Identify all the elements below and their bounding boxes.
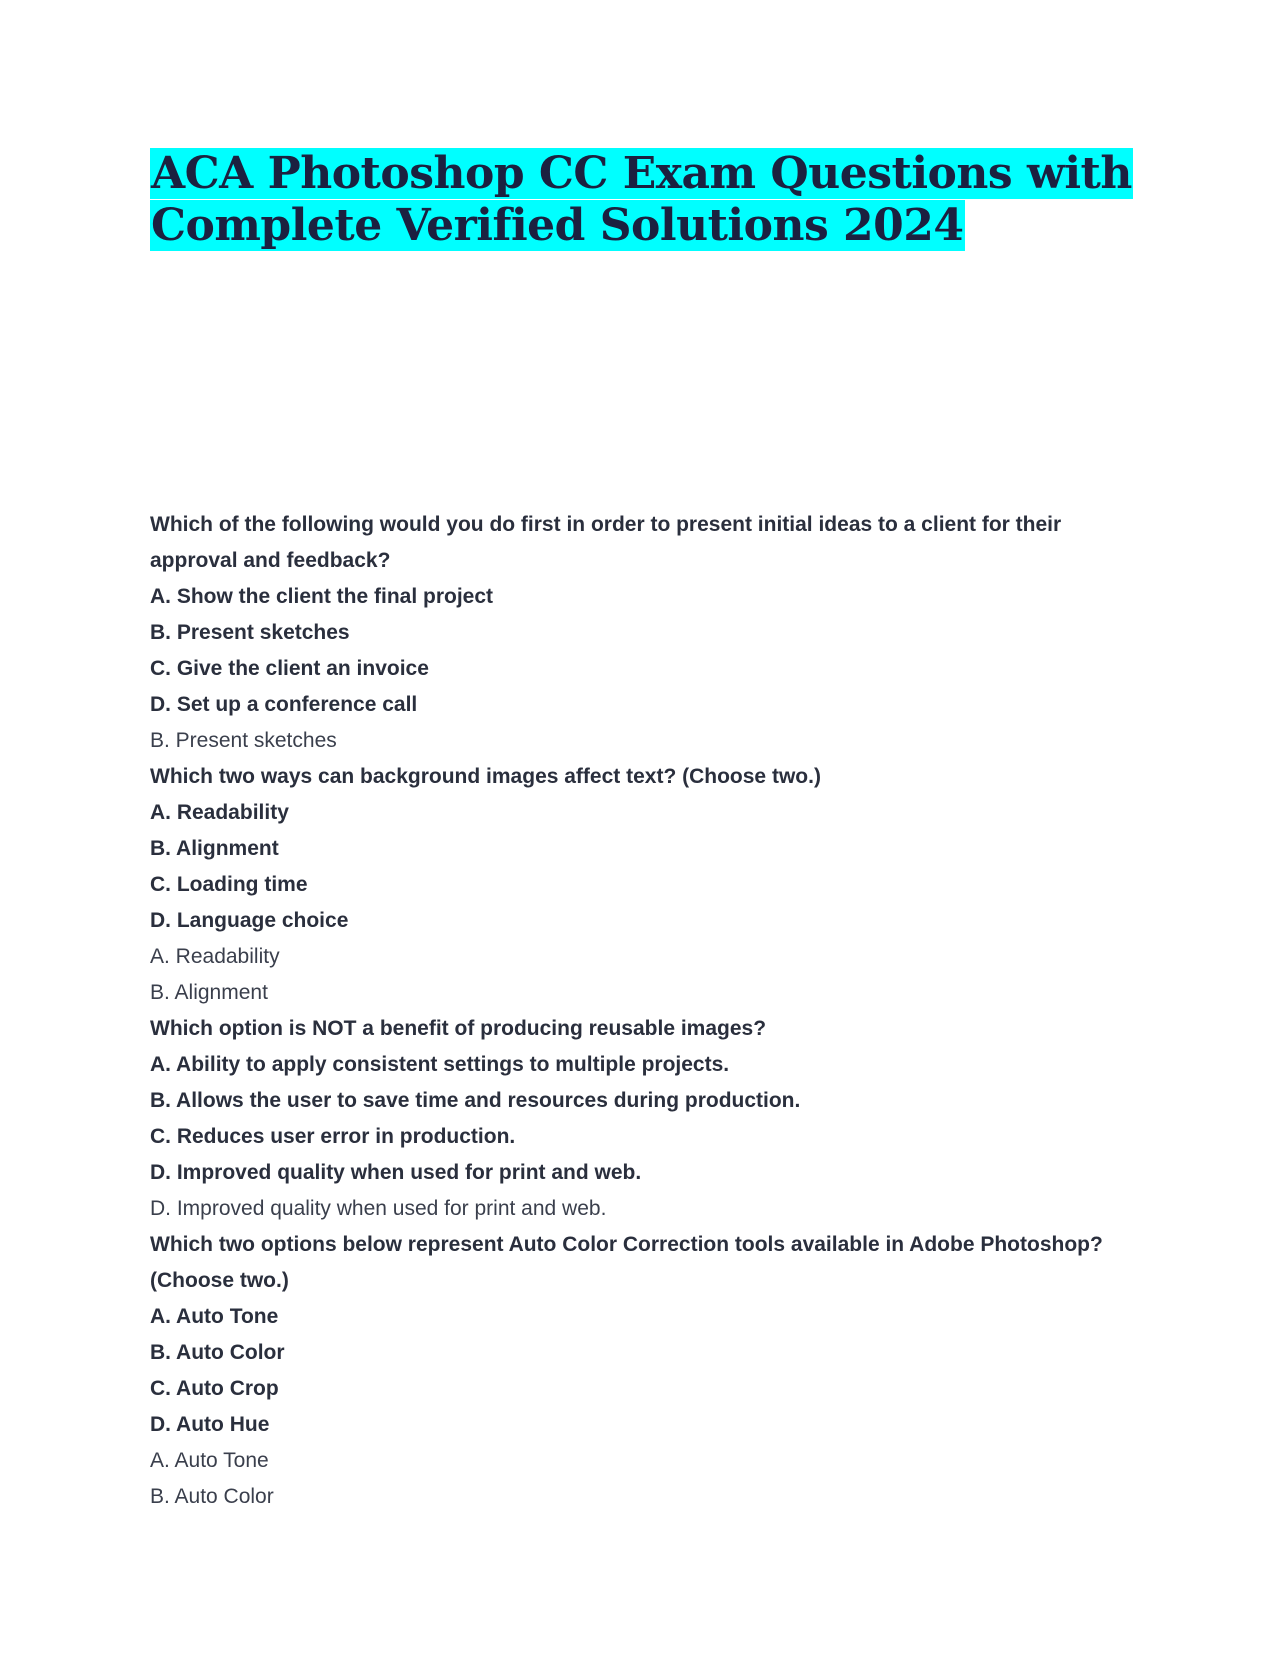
question-block-1 xyxy=(150,507,1140,759)
answer-text: A. Readability xyxy=(150,945,280,968)
question-text: Which two ways can background images affect text? (Choose two.) xyxy=(150,765,821,788)
answer-text: B. Present sketches xyxy=(150,729,337,752)
answer-text: B. Auto Color xyxy=(150,1485,274,1508)
question-text: Which of the following would you do first in order to present initial ideas to a client for their approval and feedback? xyxy=(150,513,1062,572)
question-block-4 xyxy=(150,1227,1140,1515)
question-block-2 xyxy=(150,759,1140,1011)
option-c: C. Auto Crop xyxy=(150,1377,279,1400)
document-title xyxy=(150,148,1140,252)
option-b: B. Auto Color xyxy=(150,1341,285,1364)
option-c: C. Loading time xyxy=(150,873,308,896)
title-highlight: ACA Photoshop CC Exam Questions with Complete Verified Solutions 2024 xyxy=(151,148,1132,251)
option-b: B. Present sketches xyxy=(150,621,350,644)
question-block-3 xyxy=(150,1011,1140,1227)
option-d: D. Language choice xyxy=(150,909,349,932)
option-b: B. Allows the user to save time and resources during production. xyxy=(150,1089,801,1112)
question-text: Which two options below represent Auto Color Correction tools available in Adobe Photoshop? (Choose two.) xyxy=(150,1233,1103,1292)
option-a: A. Ability to apply consistent settings to multiple projects. xyxy=(150,1053,730,1076)
option-c: C. Reduces user error in production. xyxy=(150,1125,516,1148)
option-a: A. Show the client the final project xyxy=(150,585,494,608)
option-a: A. Readability xyxy=(150,801,289,824)
question-list xyxy=(150,507,1140,1515)
option-d: D. Set up a conference call xyxy=(150,693,418,716)
option-d: D. Improved quality when used for print and web. xyxy=(150,1161,642,1184)
option-b: B. Alignment xyxy=(150,837,279,860)
answer-text: B. Alignment xyxy=(150,981,268,1004)
option-a: A. Auto Tone xyxy=(150,1305,279,1328)
answer-text: A. Auto Tone xyxy=(150,1449,269,1472)
option-c: C. Give the client an invoice xyxy=(150,657,429,680)
question-text: Which option is NOT a benefit of producing reusable images? xyxy=(150,1017,767,1040)
document-page xyxy=(150,148,1140,1515)
answer-text: D. Improved quality when used for print and web. xyxy=(150,1197,607,1220)
option-d: D. Auto Hue xyxy=(150,1413,270,1436)
